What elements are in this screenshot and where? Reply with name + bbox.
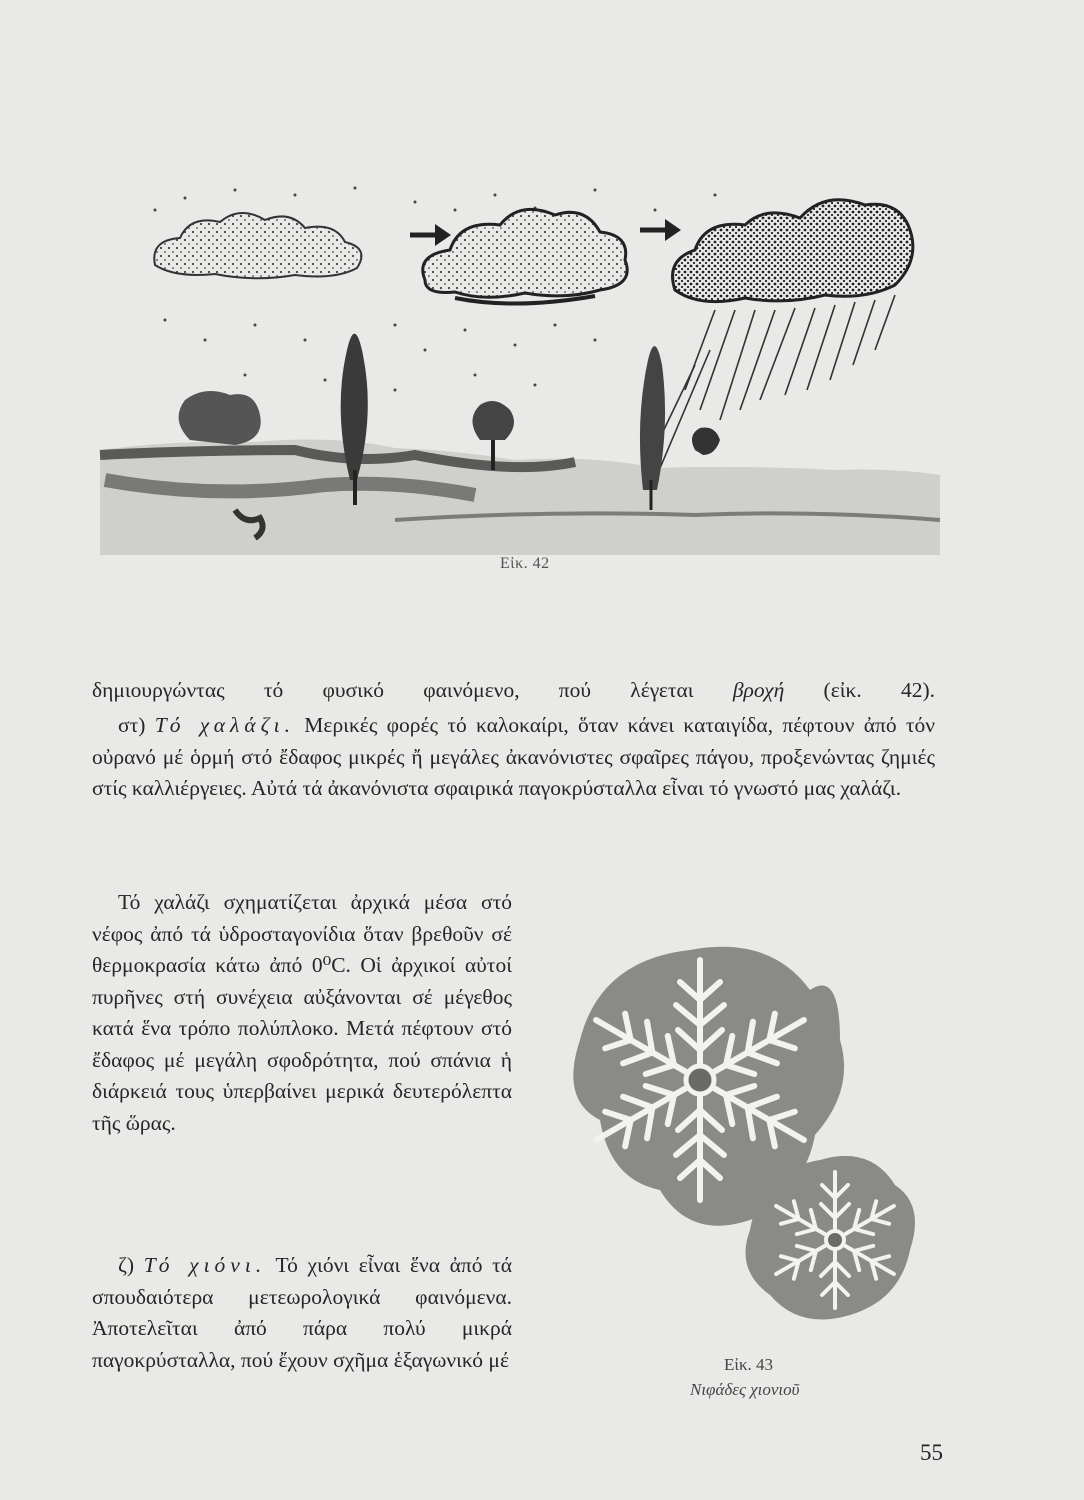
rain-formation-drawing <box>95 150 945 555</box>
paragraph-hail-intro <box>92 710 935 805</box>
term-rain: βροχή <box>732 678 785 702</box>
page-number: 55 <box>920 1440 943 1465</box>
paragraph-hail-formation: Τό χαλάζι σχηματίζεται ἀρχικά μέσα στό νέφος ἀπό τά ὑδροσταγονίδια ὅταν βρεθοῦν σέ θερμοκρασία κάτω ἀπό 0⁰C. Οἱ ἀρχικοί αὐτοί πυρῆνες στή συνέχεια αὐξάνονται σέ μέγεθος κατά ἕνα τρόπο πολύπλοκο. Μετά πέφτουν στό ἔδαφος μέ μεγάλη σφοδρότητα, πού σπάνια ἡ διάρκειά τους ὑπερβαίνει μερικά δευτερόλεπτα τῆς ὥρας. <box>92 890 512 1135</box>
figure-43-illustration <box>540 920 930 1350</box>
paragraph-text: Τό χιόνι εἶναι ἕνα ἀπό τά σπουδαιότερα μετεωρολογικά φαινόμενα. Ἀποτελεῖται ἀπό πάρα πολύ μικρά παγοκρύσταλλα, πού ἔχουν σχῆμα ἑξαγωνικό μέ <box>92 1253 513 1372</box>
figure-43-caption: Εἰκ. 43 <box>724 1355 774 1374</box>
paragraph-snow-intro <box>92 1250 512 1376</box>
section-label: στ) <box>118 713 155 737</box>
term-hail: Τό χαλάζι. <box>154 713 295 737</box>
snowflakes-drawing <box>540 920 930 1350</box>
paragraph-text: δημιουργώντας τό φυσικό φαινόμενο, πού λέγεται <box>92 678 733 702</box>
paragraph-rain-conclusion <box>92 675 935 707</box>
paragraph-text: Μερικές φορές τό καλοκαίρι, ὅταν κάνει καταιγίδα, πέφτουν ἀπό τόν οὐρανό μέ ὁρμή στό ἔδαφος μικρές ἤ μεγάλες ἀκανόνιστες σφαῖρες πάγου, προξενώντας ζημιές στίς καλλιέργειες. Αὐτά τά ἀκανόνιστα σφαιρικά παγοκρύσταλλα εἶναι τό γνωστό μας χαλάζι. <box>92 713 935 800</box>
term-snow: Τό χιόνι. <box>143 1253 267 1277</box>
figure-42-caption: Εἰκ. 42 <box>500 555 550 572</box>
section-label: ζ) <box>118 1253 144 1277</box>
figure-43-subcaption: Νιφάδες χιονιοῦ <box>690 1380 800 1399</box>
paragraph-text: (εἰκ. 42). <box>784 678 935 702</box>
figure-42-illustration <box>95 150 945 555</box>
